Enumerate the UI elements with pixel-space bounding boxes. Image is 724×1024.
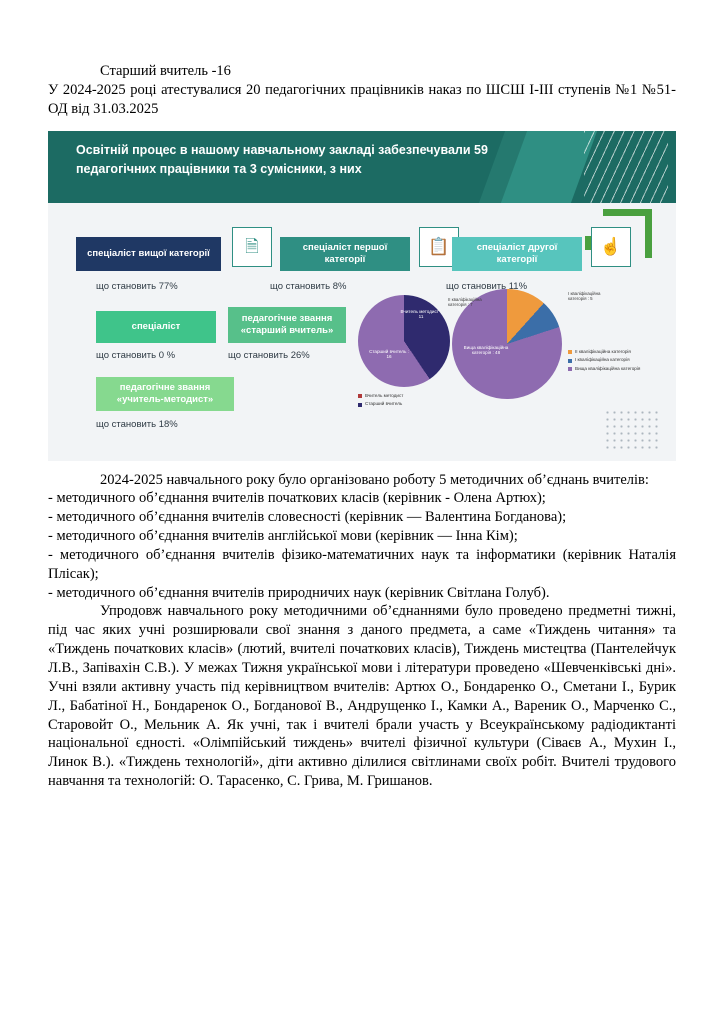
legend-label: І кваліфікаційна категорія — [575, 357, 630, 363]
categories-pie-callout-first: I кваліфікаційна категорія : 5 — [568, 290, 601, 302]
legend-item — [568, 357, 654, 364]
legend-swatch-icon — [358, 394, 362, 398]
legend-swatch-icon — [568, 367, 572, 371]
infographic-image — [48, 131, 676, 461]
hand-award-icon: ☝ — [600, 236, 622, 256]
percent-vyshcha: що становить 77% — [96, 280, 178, 292]
category-pill-druha: спеціаліст другої категорії — [452, 237, 582, 271]
legend-label: Вища кваліфікаційна категорія — [575, 365, 641, 371]
paragraph-mo-1: - методичного об’єднання вчителів початкових класів (керівник - Олена Артюх); — [48, 490, 546, 507]
categories-pie-legend — [568, 349, 654, 375]
legend-item — [358, 393, 403, 400]
document-body — [48, 62, 676, 791]
legend-swatch-icon — [568, 359, 572, 363]
paragraph-mo-4: - методичного об’єднання вчителів фізико-математичних наук та інформатики (керівник Наталія Плісак); — [48, 546, 676, 582]
legend-item — [358, 401, 403, 408]
category-pill-uchytel-metodyst: педагогічне звання «учитель-методист» — [96, 377, 234, 411]
titles-pie-slice-label-starshyi: Старший вчитель : 16 — [369, 348, 409, 360]
paragraph-mo-intro: 2024-2025 навчального року було організовано роботу 5 методичних об’єднань вчителів: — [100, 471, 649, 488]
documents-icon: 🗎 — [245, 236, 259, 256]
paragraph-mo-3: - методичного об’єднання вчителів англійської мови (керівник — Інна Кім); — [48, 528, 518, 545]
legend-swatch-icon — [358, 403, 362, 407]
titles-pie-legend — [358, 393, 403, 410]
percent-uchytel-metodyst: що становить 18% — [96, 418, 178, 430]
percent-starshyi-vchytel: що становить 26% — [228, 349, 310, 361]
categories-pie-callout-second: II кваліфікаційна категорія : 7 — [448, 296, 482, 308]
header-stripes-decoration — [584, 131, 668, 203]
dot-grid-decoration — [604, 409, 658, 449]
legend-item — [568, 349, 654, 356]
legend-label: ІІ кваліфікаційна категорія — [575, 348, 631, 354]
paragraph-subject-weeks: Упродовж навчального року методичними об’єднаннями було проведено предметні тижні, під час яких учні розширювали свої знання з даного предмета, а саме «Тиждень читання» та «Тиждень початкових класів» (лютий, вчителі початкових класів), Тиждень мистецтва (Пантелейчук Л.В., Запівахін С.В.). У межах Тижня української мови і літератури проведено «Шевченківські дні». Учні взяли активну участь під керівництвом вчителів: Артюх О., Бондаренко О., Сметани І., Бурик Л., Бабатіної Н., Бондаренок О., Богданової В., Андрущенко І., Камки А., Вареник О., Марченко С., Старовойт О., Мельник А. Як учні, так і вчителі брали участь у Всеукраїнському радіодиктанті національної єдності. «Олімпійський тиждень» вчителі фізичної культури (Сіваєв А., Мухин І., Линок В.). «Тиждень технологій», діти активно ділилися світлинами своїх робіт. Вчителі трудового навчання та технологій: О. Тарасенко, С. Грива, М. Гришанов. — [48, 603, 676, 790]
legend-label: Старший вчитель — [365, 401, 403, 407]
paragraph-mo-2: - методичного об’єднання вчителів словесності (керівник — Валентина Богданова); — [48, 509, 567, 526]
category-pill-spetsialist: спеціаліст — [96, 311, 216, 343]
category-pill-persha: спеціаліст першої категорії — [280, 237, 410, 271]
legend-label: Вчитель методист — [365, 392, 404, 398]
percent-druha: що становить 11% — [446, 280, 528, 292]
infographic-title: Освітній процес в нашому навчальному закладі забезпечували 59 педагогічних працівники та 3 сумісники, з них — [76, 142, 488, 176]
intro-line-2: У 2024-2025 році атестувалися 20 педагогічних працівників наказ по ШСШ І-ІІІ ступенів №1 №51-ОД від 31.03.2025 — [48, 81, 676, 117]
titles-pie-slice-label-metodyst: Вчитель методист : 11 — [400, 308, 442, 320]
intro-line-1: Старший вчитель -16 — [100, 63, 231, 79]
percent-persha: що становить 8% — [270, 280, 347, 292]
paragraph-mo-5: - методичного об’єднання вчителів природничих наук (керівник Світлана Голуб). — [48, 584, 550, 601]
category-pill-vyshcha: спеціаліст вищої категорії — [76, 237, 221, 271]
categories-pie-slice-label-vyshcha: Вища кваліфікаційна категорія : 48 — [463, 344, 509, 356]
legend-item — [568, 366, 654, 373]
category-pill-starshyi-vchytel: педагогічне звання «старший вчитель» — [228, 307, 346, 343]
legend-swatch-icon — [568, 350, 572, 354]
clipboard-icon: 📋 — [428, 236, 450, 256]
percent-spetsialist: що становить 0 % — [96, 349, 176, 361]
